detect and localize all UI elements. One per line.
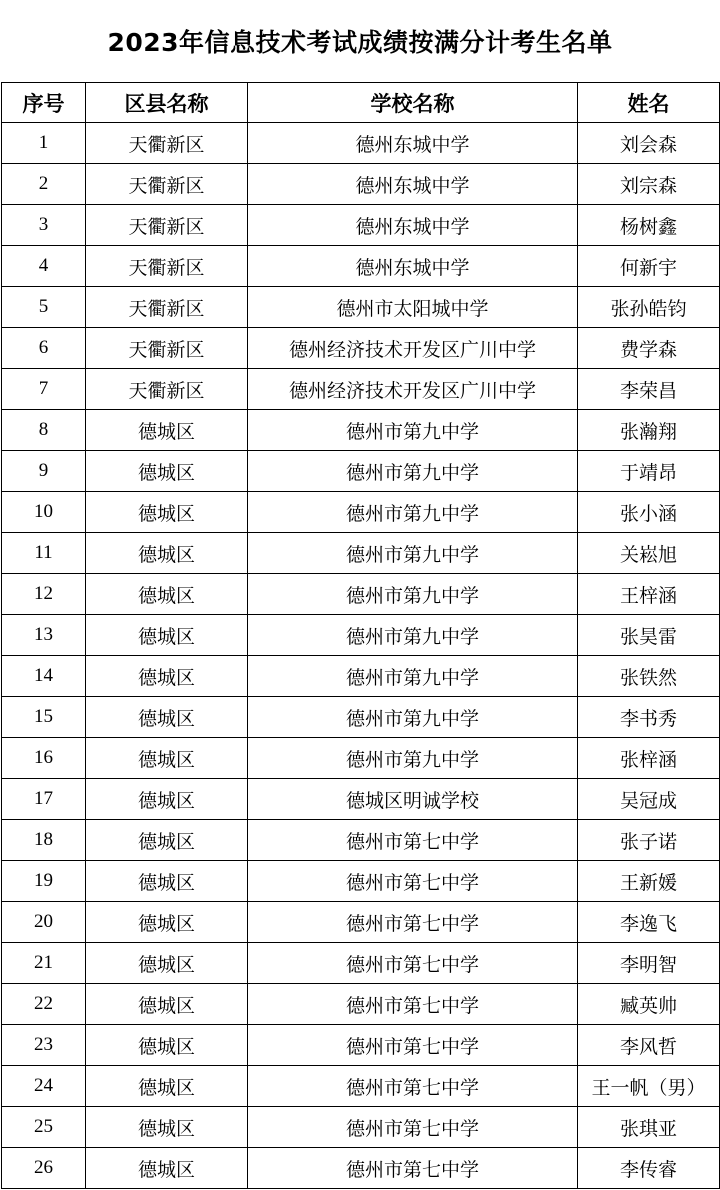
cell-student-name: 吴冠成 <box>578 779 720 820</box>
cell-school: 德州市第七中学 <box>248 861 578 902</box>
cell-school: 德城区明诚学校 <box>248 779 578 820</box>
cell-district: 天衢新区 <box>86 328 248 369</box>
table-header-row <box>2 83 720 123</box>
cell-student-name: 李传睿 <box>578 1148 720 1189</box>
table-row <box>2 1107 720 1148</box>
cell-district: 德城区 <box>86 1107 248 1148</box>
cell-district: 天衢新区 <box>86 164 248 205</box>
cell-district: 德城区 <box>86 574 248 615</box>
table-row <box>2 902 720 943</box>
cell-school: 德州市第七中学 <box>248 943 578 984</box>
cell-student-name: 杨树鑫 <box>578 205 720 246</box>
cell-student-name: 张小涵 <box>578 492 720 533</box>
cell-index: 7 <box>2 369 86 410</box>
table-row <box>2 1025 720 1066</box>
header-name: 姓名 <box>578 83 720 123</box>
cell-school: 德州市第九中学 <box>248 697 578 738</box>
cell-index: 3 <box>2 205 86 246</box>
header-school: 学校名称 <box>248 83 578 123</box>
cell-student-name: 张子诺 <box>578 820 720 861</box>
cell-school: 德州市第七中学 <box>248 1107 578 1148</box>
cell-district: 德城区 <box>86 533 248 574</box>
cell-school: 德州东城中学 <box>248 246 578 287</box>
cell-index: 26 <box>2 1148 86 1189</box>
cell-school: 德州市第七中学 <box>248 1066 578 1107</box>
cell-index: 21 <box>2 943 86 984</box>
cell-district: 德城区 <box>86 1148 248 1189</box>
cell-index: 16 <box>2 738 86 779</box>
table-row <box>2 615 720 656</box>
cell-school: 德州市第七中学 <box>248 902 578 943</box>
cell-school: 德州东城中学 <box>248 164 578 205</box>
cell-district: 德城区 <box>86 492 248 533</box>
cell-school: 德州市第九中学 <box>248 410 578 451</box>
cell-index: 14 <box>2 656 86 697</box>
cell-school: 德州市第九中学 <box>248 533 578 574</box>
cell-district: 德城区 <box>86 779 248 820</box>
cell-district: 德城区 <box>86 984 248 1025</box>
cell-school: 德州东城中学 <box>248 123 578 164</box>
cell-district: 德城区 <box>86 1066 248 1107</box>
table-row <box>2 1148 720 1189</box>
cell-index: 22 <box>2 984 86 1025</box>
cell-student-name: 刘会森 <box>578 123 720 164</box>
cell-index: 23 <box>2 1025 86 1066</box>
cell-index: 6 <box>2 328 86 369</box>
table-row <box>2 164 720 205</box>
table-row <box>2 492 720 533</box>
table-row <box>2 410 720 451</box>
cell-school: 德州市第七中学 <box>248 820 578 861</box>
cell-student-name: 王新媛 <box>578 861 720 902</box>
table-row <box>2 287 720 328</box>
cell-student-name: 李风哲 <box>578 1025 720 1066</box>
cell-index: 12 <box>2 574 86 615</box>
cell-student-name: 关崧旭 <box>578 533 720 574</box>
cell-district: 天衢新区 <box>86 205 248 246</box>
cell-district: 天衢新区 <box>86 123 248 164</box>
table-row <box>2 451 720 492</box>
cell-student-name: 于靖昂 <box>578 451 720 492</box>
cell-student-name: 王一帆（男） <box>578 1066 720 1107</box>
table-row <box>2 123 720 164</box>
cell-student-name: 张昊雷 <box>578 615 720 656</box>
cell-student-name: 张瀚翔 <box>578 410 720 451</box>
cell-district: 德城区 <box>86 861 248 902</box>
cell-district: 德城区 <box>86 1025 248 1066</box>
cell-index: 17 <box>2 779 86 820</box>
table-row <box>2 328 720 369</box>
table-row <box>2 738 720 779</box>
cell-index: 13 <box>2 615 86 656</box>
cell-student-name: 王梓涵 <box>578 574 720 615</box>
cell-student-name: 李书秀 <box>578 697 720 738</box>
cell-student-name: 何新宇 <box>578 246 720 287</box>
cell-index: 25 <box>2 1107 86 1148</box>
table-row <box>2 205 720 246</box>
cell-district: 德城区 <box>86 820 248 861</box>
cell-school: 德州市第九中学 <box>248 615 578 656</box>
cell-district: 天衢新区 <box>86 287 248 328</box>
cell-index: 20 <box>2 902 86 943</box>
cell-student-name: 臧英帅 <box>578 984 720 1025</box>
cell-index: 1 <box>2 123 86 164</box>
cell-student-name: 刘宗森 <box>578 164 720 205</box>
header-district: 区县名称 <box>86 83 248 123</box>
cell-school: 德州市第七中学 <box>248 1025 578 1066</box>
table-row <box>2 984 720 1025</box>
cell-index: 4 <box>2 246 86 287</box>
cell-student-name: 李荣昌 <box>578 369 720 410</box>
cell-student-name: 张铁然 <box>578 656 720 697</box>
cell-district: 德城区 <box>86 943 248 984</box>
page-title: 2023年信息技术考试成绩按满分计考生名单 <box>107 28 613 57</box>
cell-school: 德州市太阳城中学 <box>248 287 578 328</box>
cell-index: 19 <box>2 861 86 902</box>
cell-index: 2 <box>2 164 86 205</box>
cell-district: 天衢新区 <box>86 369 248 410</box>
cell-student-name: 张琪亚 <box>578 1107 720 1148</box>
cell-district: 德城区 <box>86 902 248 943</box>
cell-district: 天衢新区 <box>86 246 248 287</box>
table-row <box>2 861 720 902</box>
table-row <box>2 779 720 820</box>
cell-index: 18 <box>2 820 86 861</box>
cell-school: 德州市第九中学 <box>248 451 578 492</box>
cell-index: 24 <box>2 1066 86 1107</box>
cell-student-name: 张孙皓钧 <box>578 287 720 328</box>
cell-student-name: 费学森 <box>578 328 720 369</box>
table-row <box>2 574 720 615</box>
cell-school: 德州市第七中学 <box>248 984 578 1025</box>
student-table <box>1 82 720 1189</box>
cell-school: 德州市第九中学 <box>248 738 578 779</box>
cell-school: 德州市第七中学 <box>248 1148 578 1189</box>
cell-school: 德州市第九中学 <box>248 492 578 533</box>
cell-school: 德州市第九中学 <box>248 574 578 615</box>
cell-index: 5 <box>2 287 86 328</box>
cell-index: 15 <box>2 697 86 738</box>
table-row <box>2 369 720 410</box>
cell-school: 德州东城中学 <box>248 205 578 246</box>
table-row <box>2 943 720 984</box>
cell-index: 8 <box>2 410 86 451</box>
table-row <box>2 820 720 861</box>
cell-student-name: 张梓涵 <box>578 738 720 779</box>
table-row <box>2 246 720 287</box>
cell-district: 德城区 <box>86 410 248 451</box>
cell-district: 德城区 <box>86 738 248 779</box>
cell-student-name: 李逸飞 <box>578 902 720 943</box>
cell-school: 德州经济技术开发区广川中学 <box>248 369 578 410</box>
table-row <box>2 1066 720 1107</box>
cell-district: 德城区 <box>86 656 248 697</box>
cell-district: 德城区 <box>86 615 248 656</box>
header-index: 序号 <box>2 83 86 123</box>
table-row <box>2 533 720 574</box>
cell-index: 9 <box>2 451 86 492</box>
cell-school: 德州经济技术开发区广川中学 <box>248 328 578 369</box>
table-row <box>2 656 720 697</box>
cell-district: 德城区 <box>86 697 248 738</box>
cell-district: 德城区 <box>86 451 248 492</box>
table-row <box>2 697 720 738</box>
cell-index: 11 <box>2 533 86 574</box>
cell-student-name: 李明智 <box>578 943 720 984</box>
cell-index: 10 <box>2 492 86 533</box>
cell-school: 德州市第九中学 <box>248 656 578 697</box>
